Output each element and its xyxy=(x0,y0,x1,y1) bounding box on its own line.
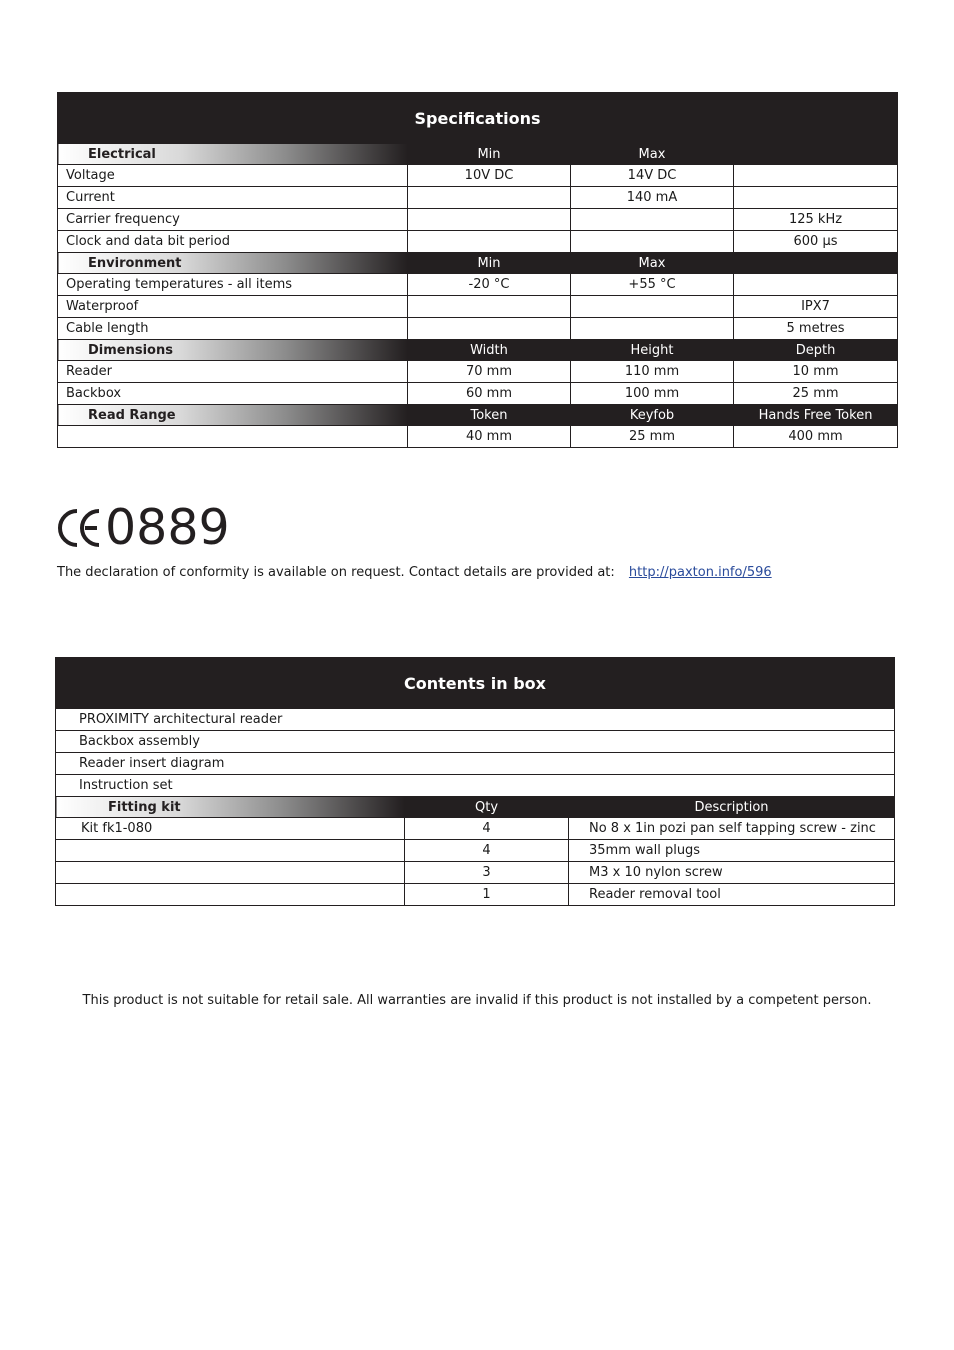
section-label: Fitting kit xyxy=(56,797,405,818)
table-row xyxy=(58,361,898,383)
section-label: Read Range xyxy=(58,405,408,426)
cell-value: -20 °C xyxy=(408,274,571,296)
column-header xyxy=(734,144,898,165)
cell-value xyxy=(408,296,571,318)
contents-table xyxy=(55,657,895,906)
qty-cell: 4 xyxy=(405,818,569,840)
ce-mark xyxy=(57,499,230,556)
cell-value: 70 mm xyxy=(408,361,571,383)
electrical-header-row xyxy=(58,144,898,165)
cell-value xyxy=(571,231,734,253)
contents-item: PROXIMITY architectural reader xyxy=(56,709,895,731)
environment-header-row xyxy=(58,253,898,274)
kit-cell: Kit fk1-080 xyxy=(56,818,405,840)
notified-body-number: 0889 xyxy=(105,499,230,556)
table-row xyxy=(56,862,895,884)
cell-value xyxy=(408,187,571,209)
description-cell: M3 x 10 nylon screw xyxy=(569,862,895,884)
column-header xyxy=(734,253,898,274)
specifications-table xyxy=(57,92,898,448)
cell-value: 5 metres xyxy=(734,318,898,340)
table-row xyxy=(56,818,895,840)
retail-warning-note: This product is not suitable for retail sale. All warranties are invalid if this product is not installed by a competent person. xyxy=(82,993,872,1008)
row-label: Waterproof xyxy=(58,296,408,318)
fitting-kit-header-row xyxy=(56,797,895,818)
column-header: Hands Free Token xyxy=(734,405,898,426)
cell-value xyxy=(571,209,734,231)
column-header: Description xyxy=(569,797,895,818)
table-row xyxy=(58,318,898,340)
cell-value: 40 mm xyxy=(408,426,571,448)
read-range-header-row xyxy=(58,405,898,426)
table-row xyxy=(58,187,898,209)
cell-value: 100 mm xyxy=(571,383,734,405)
cell-value: 125 kHz xyxy=(734,209,898,231)
cell-value xyxy=(408,209,571,231)
column-header: Width xyxy=(408,340,571,361)
contents-item: Reader insert diagram xyxy=(56,753,895,775)
description-cell: 35mm wall plugs xyxy=(569,840,895,862)
cell-value xyxy=(571,296,734,318)
list-item xyxy=(56,775,895,797)
table-row xyxy=(56,840,895,862)
contents-item: Instruction set xyxy=(56,775,895,797)
column-header: Height xyxy=(571,340,734,361)
cell-value: 10 mm xyxy=(734,361,898,383)
row-label: Cable length xyxy=(58,318,408,340)
row-label: Backbox xyxy=(58,383,408,405)
dimensions-header-row xyxy=(58,340,898,361)
list-item xyxy=(56,731,895,753)
declaration-text xyxy=(57,565,772,580)
contents-title: Contents in box xyxy=(56,658,895,709)
contents-item: Backbox assembly xyxy=(56,731,895,753)
row-label: Voltage xyxy=(58,165,408,187)
cell-value: IPX7 xyxy=(734,296,898,318)
cell-value xyxy=(571,318,734,340)
description-cell: No 8 x 1in pozi pan self tapping screw - zinc xyxy=(569,818,895,840)
cell-value: 60 mm xyxy=(408,383,571,405)
kit-cell xyxy=(56,840,405,862)
table-row xyxy=(58,209,898,231)
cell-value xyxy=(734,274,898,296)
ce-logo-icon xyxy=(57,508,103,548)
column-header: Max xyxy=(571,253,734,274)
qty-cell: 3 xyxy=(405,862,569,884)
column-header: Max xyxy=(571,144,734,165)
cell-value: 400 mm xyxy=(734,426,898,448)
cell-value xyxy=(408,318,571,340)
cell-value: 600 µs xyxy=(734,231,898,253)
cell-value: 140 mA xyxy=(571,187,734,209)
cell-value: 25 mm xyxy=(734,383,898,405)
section-label: Dimensions xyxy=(58,340,408,361)
cell-value xyxy=(408,231,571,253)
declaration-link[interactable]: http://paxton.info/596 xyxy=(628,565,772,580)
qty-cell: 4 xyxy=(405,840,569,862)
row-label xyxy=(58,426,408,448)
cell-value: 25 mm xyxy=(571,426,734,448)
table-row xyxy=(58,274,898,296)
table-row xyxy=(58,383,898,405)
column-header: Min xyxy=(408,144,571,165)
row-label: Reader xyxy=(58,361,408,383)
row-label: Carrier frequency xyxy=(58,209,408,231)
qty-cell: 1 xyxy=(405,884,569,906)
column-header: Keyfob xyxy=(571,405,734,426)
cell-value: +55 °C xyxy=(571,274,734,296)
description-cell: Reader removal tool xyxy=(569,884,895,906)
kit-cell xyxy=(56,884,405,906)
table-row xyxy=(58,426,898,448)
column-header: Qty xyxy=(405,797,569,818)
list-item xyxy=(56,709,895,731)
column-header: Token xyxy=(408,405,571,426)
cell-value xyxy=(734,187,898,209)
row-label: Current xyxy=(58,187,408,209)
section-label: Environment xyxy=(58,253,408,274)
list-item xyxy=(56,753,895,775)
row-label: Operating temperatures - all items xyxy=(58,274,408,296)
column-header: Depth xyxy=(734,340,898,361)
specifications-title: Specifications xyxy=(58,93,898,144)
column-header: Min xyxy=(408,253,571,274)
table-row xyxy=(56,884,895,906)
cell-value xyxy=(734,165,898,187)
declaration-sentence: The declaration of conformity is available on request. Contact details are provided at: xyxy=(57,565,615,580)
cell-value: 10V DC xyxy=(408,165,571,187)
cell-value: 14V DC xyxy=(571,165,734,187)
section-label: Electrical xyxy=(58,144,408,165)
table-row xyxy=(58,231,898,253)
table-row xyxy=(58,165,898,187)
row-label: Clock and data bit period xyxy=(58,231,408,253)
table-row xyxy=(58,296,898,318)
kit-cell xyxy=(56,862,405,884)
cell-value: 110 mm xyxy=(571,361,734,383)
